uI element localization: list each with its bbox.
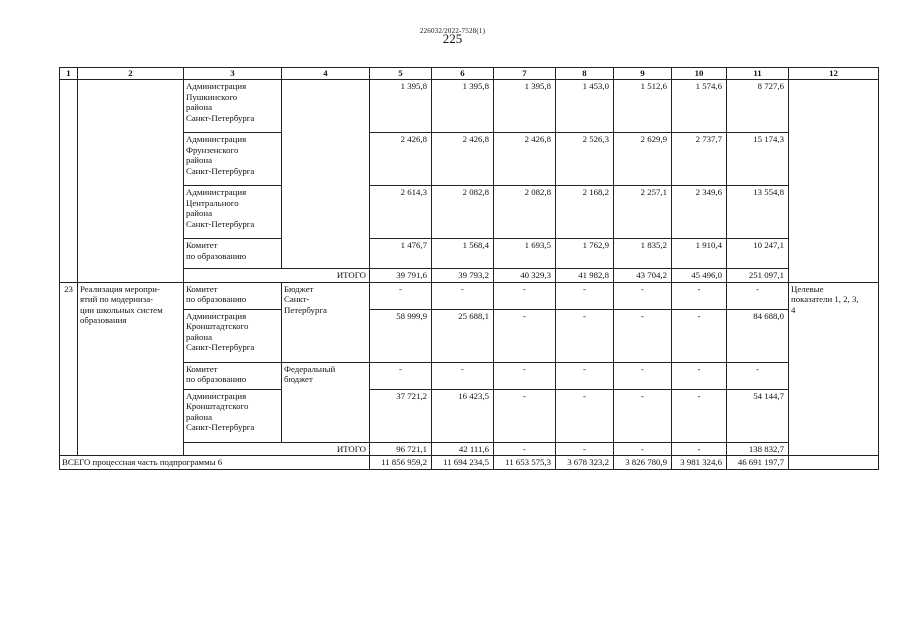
value-cell: 54 144,7 — [727, 389, 789, 442]
value-cell: - — [370, 362, 432, 389]
column-number: 6 — [432, 68, 494, 80]
itogo-value: 45 496,0 — [672, 269, 727, 283]
value-cell: 2 168,2 — [556, 186, 614, 239]
item-name: Реализация меропри- ятий по модерниза- ции школьных систем образования — [78, 282, 184, 456]
column-number: 10 — [672, 68, 727, 80]
column-number: 12 — [789, 68, 879, 80]
value-cell: 2 614,3 — [370, 186, 432, 239]
page-number: 225 — [442, 31, 463, 46]
value-cell: 2 426,8 — [432, 133, 494, 186]
itogo-value: 96 721,1 — [370, 442, 432, 456]
item-number: 23 — [60, 282, 78, 456]
value-cell: 58 999,9 — [370, 309, 432, 362]
grand-total-value: 11 856 959,2 — [370, 456, 432, 470]
itogo-value: - — [556, 442, 614, 456]
table-row — [60, 282, 879, 309]
grand-total-label: ВСЕГО процессная часть подпрограммы 6 — [60, 456, 370, 470]
value-cell: 1 476,7 — [370, 239, 432, 269]
source-cell — [282, 80, 370, 269]
column-number: 3 — [184, 68, 282, 80]
budget-table — [59, 67, 879, 470]
table-body — [60, 68, 879, 470]
value-cell: 2 426,8 — [370, 133, 432, 186]
value-cell: 2 629,9 — [614, 133, 672, 186]
grand-total-value: 11 694 234,5 — [432, 456, 494, 470]
value-cell: 1 568,4 — [432, 239, 494, 269]
value-cell: 2 526,3 — [556, 133, 614, 186]
document-code: 226032/2022-7528(1) — [419, 27, 486, 35]
value-cell: 2 082,8 — [494, 186, 556, 239]
column-number: 7 — [494, 68, 556, 80]
itogo-value: 251 097,1 — [727, 269, 789, 283]
value-cell: 2 737,7 — [672, 133, 727, 186]
funding-source-regional: Бюджет Санкт- Петербурга — [282, 282, 370, 362]
grand-total-indicators — [789, 456, 879, 470]
value-cell: - — [672, 389, 727, 442]
value-cell: 1 835,2 — [614, 239, 672, 269]
value-cell: - — [494, 282, 556, 309]
column-number: 4 — [282, 68, 370, 80]
executor-cell: Комитет по образованию — [184, 362, 282, 389]
value-cell: 1 512,6 — [614, 80, 672, 133]
itogo-value: 138 832,7 — [727, 442, 789, 456]
value-cell: 10 247,1 — [727, 239, 789, 269]
itogo-value: 39 791,6 — [370, 269, 432, 283]
itogo-label: ИТОГО — [184, 269, 370, 283]
value-cell: - — [556, 389, 614, 442]
itogo-label: ИТОГО — [184, 442, 370, 456]
grand-total-value: 46 691 197,7 — [727, 456, 789, 470]
value-cell: - — [494, 389, 556, 442]
column-number-row — [60, 68, 879, 80]
value-cell: 1 762,9 — [556, 239, 614, 269]
value-cell: 2 349,6 — [672, 186, 727, 239]
executor-cell: Администрация Пушкинского района Санкт-Петербурга — [184, 80, 282, 133]
value-cell: - — [556, 309, 614, 362]
value-cell: - — [556, 282, 614, 309]
grand-total-value: 3 678 323,2 — [556, 456, 614, 470]
value-cell: - — [727, 362, 789, 389]
table-row — [60, 456, 879, 470]
page-header — [0, 28, 905, 45]
column-number: 5 — [370, 68, 432, 80]
value-cell: 13 554,8 — [727, 186, 789, 239]
executor-cell: Комитет по образованию — [184, 239, 282, 269]
funding-source-federal: Федеральный бюджет — [282, 362, 370, 442]
value-cell: - — [556, 362, 614, 389]
value-cell: 1 395,8 — [370, 80, 432, 133]
value-cell: - — [672, 309, 727, 362]
itogo-value: 42 111,6 — [432, 442, 494, 456]
executor-cell: Администрация Фрунзенского района Санкт-Петербурга — [184, 133, 282, 186]
item-number-cell — [60, 80, 78, 283]
value-cell: 15 174,3 — [727, 133, 789, 186]
column-number: 11 — [727, 68, 789, 80]
value-cell: - — [432, 282, 494, 309]
column-number: 2 — [78, 68, 184, 80]
itogo-value: 39 793,2 — [432, 269, 494, 283]
column-number: 9 — [614, 68, 672, 80]
value-cell: - — [614, 362, 672, 389]
value-cell: 84 688,0 — [727, 309, 789, 362]
value-cell: - — [672, 362, 727, 389]
item-name-cell — [78, 80, 184, 283]
value-cell: 1 910,4 — [672, 239, 727, 269]
value-cell: - — [494, 309, 556, 362]
itogo-value: 40 329,3 — [494, 269, 556, 283]
value-cell: 2 426,8 — [494, 133, 556, 186]
value-cell: - — [727, 282, 789, 309]
value-cell: 1 395,8 — [494, 80, 556, 133]
target-indicators: Целевые показатели 1, 2, 3, 4 — [789, 282, 879, 456]
grand-total-value: 3 981 324,6 — [672, 456, 727, 470]
value-cell: 1 574,6 — [672, 80, 727, 133]
executor-cell: Администрация Кронштадтского района Санкт-Петербурга — [184, 389, 282, 442]
value-cell: 1 453,0 — [556, 80, 614, 133]
value-cell: 2 082,8 — [432, 186, 494, 239]
value-cell: 16 423,5 — [432, 389, 494, 442]
value-cell: - — [370, 282, 432, 309]
executor-cell: Администрация Кронштадтского района Санкт-Петербурга — [184, 309, 282, 362]
value-cell: 2 257,1 — [614, 186, 672, 239]
value-cell: 37 721,2 — [370, 389, 432, 442]
grand-total-value: 3 826 780,9 — [614, 456, 672, 470]
itogo-value: 41 982,8 — [556, 269, 614, 283]
value-cell: 25 688,1 — [432, 309, 494, 362]
grand-total-value: 11 653 575,3 — [494, 456, 556, 470]
column-number: 1 — [60, 68, 78, 80]
value-cell: 8 727,6 — [727, 80, 789, 133]
value-cell: 1 395,8 — [432, 80, 494, 133]
executor-cell: Администрация Центрального района Санкт-Петербурга — [184, 186, 282, 239]
value-cell: - — [614, 389, 672, 442]
value-cell: - — [614, 309, 672, 362]
itogo-value: - — [494, 442, 556, 456]
itogo-value: 43 704,2 — [614, 269, 672, 283]
itogo-value: - — [614, 442, 672, 456]
executor-cell: Комитет по образованию — [184, 282, 282, 309]
column-number: 8 — [556, 68, 614, 80]
value-cell: 1 693,5 — [494, 239, 556, 269]
value-cell: - — [672, 282, 727, 309]
table-row — [60, 80, 879, 133]
value-cell: - — [494, 362, 556, 389]
itogo-value: - — [672, 442, 727, 456]
indicators-cell — [789, 80, 879, 283]
value-cell: - — [432, 362, 494, 389]
value-cell: - — [614, 282, 672, 309]
